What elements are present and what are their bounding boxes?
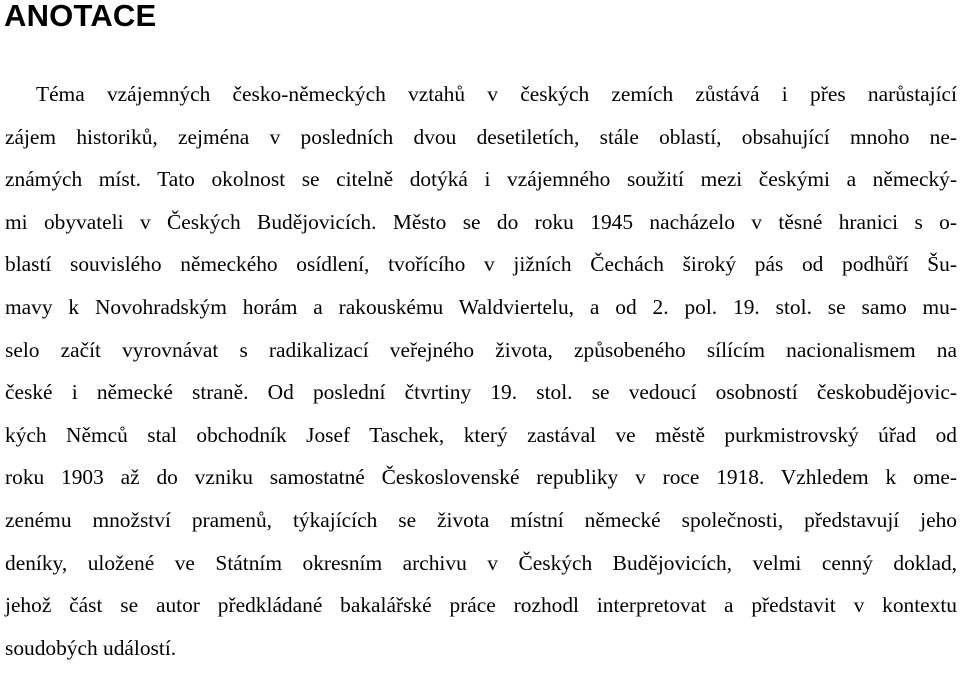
paragraph-line: mavy k Novohradským horám a rakouskému Waldviertelu, a od 2. pol. 19. stol. se samo mu- — [5, 294, 957, 319]
paragraph-line: zájem historiků, zejména v posledních dvou desetiletích, stále oblastí, obsahující mnoho ne- — [5, 124, 957, 149]
document-title: ANOTACE — [4, 0, 157, 33]
paragraph-line: selo začít vyrovnávat s radikalizací veřejného života, způsobeného sílícím nacionalismem na — [5, 337, 957, 362]
paragraph-line: Téma vzájemných česko-německých vztahů v českých zemích zůstává i přes narůstající — [36, 82, 957, 106]
paragraph-line: soudobých událostí. — [5, 635, 177, 660]
paragraph-line: zenému množství pramenů, týkajících se života místní německé společnosti, představují jeho — [5, 507, 957, 532]
annotation-paragraph — [5, 73, 957, 669]
paragraph-line: mi obyvateli v Českých Budějovicích. Město se do roku 1945 nacházelo v těsné hranici s o- — [5, 209, 957, 234]
paragraph-line: kých Němců stal obchodník Josef Taschek, který zastával ve městě purkmistrovský úřad od — [5, 422, 957, 447]
paragraph-line: roku 1903 až do vzniku samostatné Československé republiky v roce 1918. Vzhledem k ome- — [5, 465, 957, 490]
paragraph-line: české i německé straně. Od poslední čtvrtiny 19. stol. se vedoucí osobností českobudějovic- — [5, 380, 957, 405]
paragraph-line: deníky, uložené ve Státním okresním archivu v Českých Budějovicích, velmi cenný doklad, — [5, 550, 957, 575]
paragraph-line: blastí souvislého německého osídlení, tvořícího v jižních Čechách široký pás od podhůří Šu- — [5, 252, 957, 277]
paragraph-line: známých míst. Tato okolnost se citelně dotýká i vzájemného soužití mezi českými a německý- — [5, 167, 957, 192]
paragraph-line: jehož část se autor předkládané bakalářské práce rozhodl interpretovat a představit v kontextu — [5, 593, 957, 618]
